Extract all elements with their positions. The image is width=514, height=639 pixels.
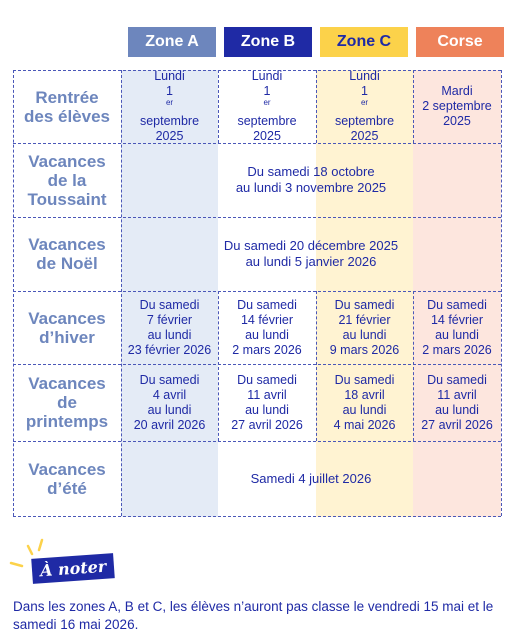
note-badge: À noter: [31, 553, 115, 584]
row-label-toussaint: Vacances de la Toussaint: [27, 151, 107, 209]
printemps-corse-cell: Du samedi 11 avril au lundi 27 avril 2026: [421, 372, 493, 432]
hiver-zone-b-cell: Du samedi 14 février au lundi 2 mars 2026: [232, 297, 302, 357]
toussaint-dates-cell: Du samedi 18 octobre au lundi 3 novembre 2025: [235, 164, 387, 195]
zone-b-header: Zone B: [224, 27, 312, 57]
rentree-corse-cell: Mardi 2 septembre 2025: [422, 84, 492, 128]
row-label-noel: Vacances de Noël: [28, 235, 106, 273]
hiver-zone-c-cell: Du samedi 21 février au lundi 9 mars 2026: [329, 297, 400, 357]
printemps-zone-b-cell: Du samedi 11 avril au lundi 27 avril 2026: [231, 372, 303, 432]
zone-c-header: Zone C: [320, 27, 408, 57]
grid-line: [13, 516, 501, 517]
grid-line: [501, 70, 502, 516]
row-label-hiver: Vacances d’hiver: [28, 308, 106, 347]
ete-dates-cell: Samedi 4 juillet 2026: [250, 470, 372, 486]
zone-a-header: Zone A: [128, 27, 216, 57]
row-label-rentree: Rentrée des élèves: [23, 87, 110, 126]
noel-dates-cell: Du samedi 20 décembre 2025 au lundi 5 janvier 2026: [223, 238, 399, 269]
row-label-ete: Vacances d’été: [28, 459, 106, 498]
row-label-printemps: Vacances de printemps: [25, 374, 109, 431]
rentree-zone-a-cell: Lundi 1 $^{er}$ septembre 2025: [139, 69, 200, 143]
rentree-zone-b-cell: Lundi 1 $^{er}$ septembre 2025: [237, 69, 297, 143]
printemps-zone-a-cell: Du samedi 4 avril au lundi 20 avril 2026: [133, 372, 206, 432]
hiver-zone-a-cell: Du samedi 7 février au lundi 23 février 2026: [127, 297, 212, 357]
corse-header: Corse: [416, 27, 504, 57]
printemps-zone-c-cell: Du samedi 18 avril au lundi 4 mai 2026: [333, 372, 396, 432]
hiver-corse-cell: Du samedi 14 février au lundi 2 mars 2026: [422, 297, 492, 357]
rentree-zone-c-cell: Lundi 1 $^{er}$ septembre 2025: [334, 69, 395, 143]
note-text: Dans les zones A, B et C, les élèves n’auront pas classe le vendredi 15 mai et le samedi 16 mai 2026.: [13, 599, 494, 632]
